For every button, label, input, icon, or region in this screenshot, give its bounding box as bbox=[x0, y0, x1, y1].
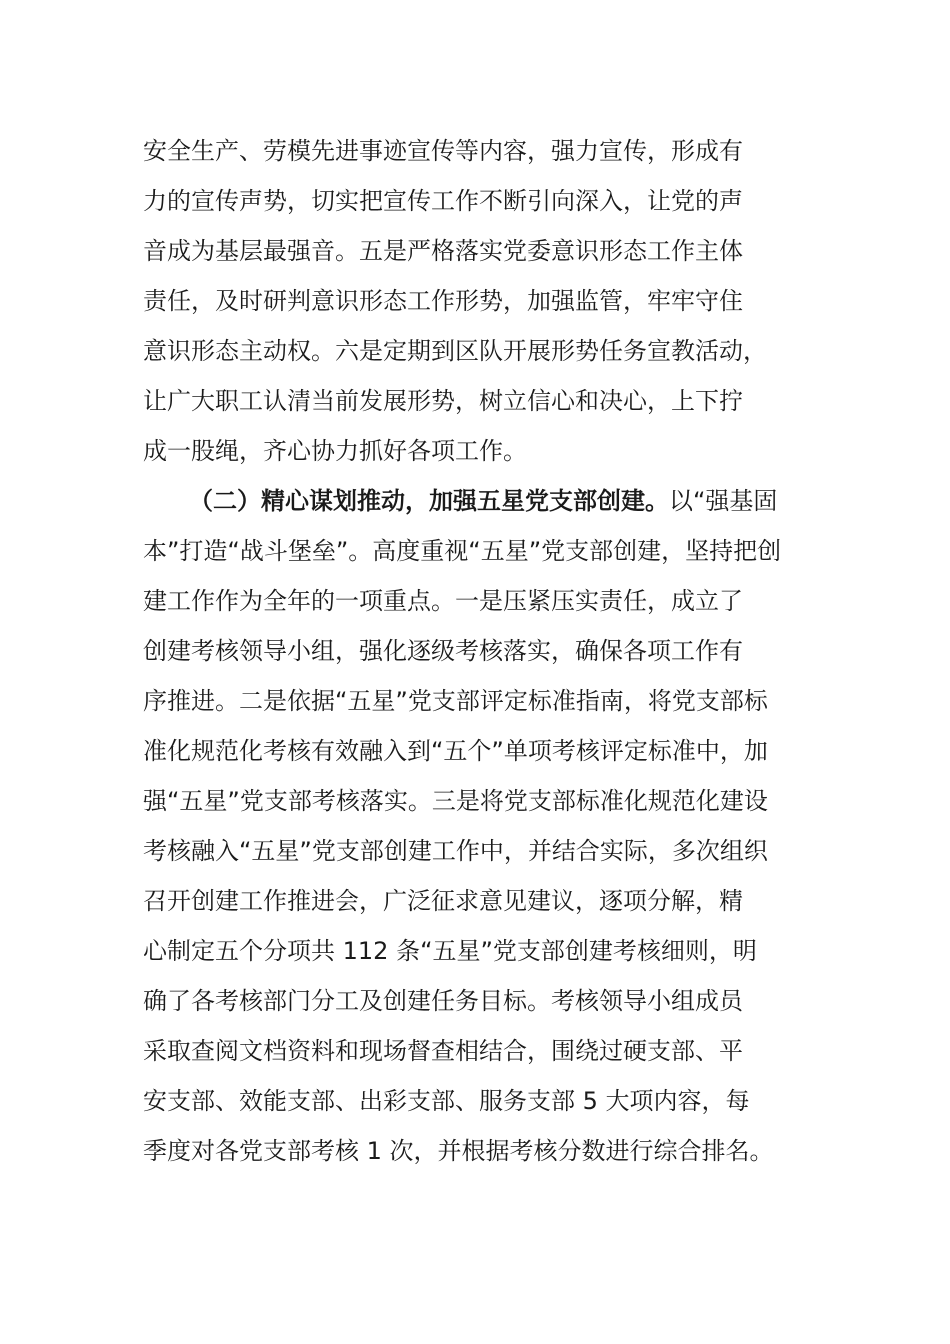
text-line: 成一股绳，齐心协力抓好各项工作。 bbox=[143, 437, 527, 465]
text-line: 安支部、效能支部、出彩支部、服务支部 5 大项内容，每 bbox=[143, 1087, 750, 1115]
paragraph-2-first-line bbox=[143, 476, 813, 526]
text-line: 强“五星”党支部考核落实。三是将党支部标准化规范化建设 bbox=[143, 787, 768, 815]
text-line: 心制定五个分项共 112 条“五星”党支部创建考核细则，明 bbox=[143, 937, 757, 965]
text-line: 季度对各党支部考核 1 次，并根据考核分数进行综合排名。 bbox=[143, 1137, 774, 1165]
text-line: 安全生产、劳模先进事迹宣传等内容，强力宣传，形成有 bbox=[143, 137, 743, 165]
text-line: 建工作作为全年的一项重点。一是压紧压实责任，成立了 bbox=[143, 587, 743, 615]
text-line: 创建考核领导小组，强化逐级考核落实，确保各项工作有 bbox=[143, 637, 743, 665]
text-line: 确了各考核部门分工及创建任务目标。考核领导小组成员 bbox=[143, 987, 743, 1015]
text-line: 意识形态主动权。六是定期到区队开展形势任务宣教活动， bbox=[143, 337, 767, 365]
text-line: 音成为基层最强音。五是严格落实党委意识形态工作主体 bbox=[143, 237, 743, 265]
text-line: 召开创建工作推进会，广泛征求意见建议，逐项分解，精 bbox=[143, 887, 743, 915]
heading-line-rest: 以“强基固 bbox=[669, 487, 778, 515]
section-heading: （二）精心谋划推动，加强五星党支部创建。 bbox=[189, 487, 669, 515]
document-body bbox=[143, 126, 813, 1176]
paragraph-1 bbox=[143, 126, 813, 476]
text-line: 序推进。二是依据“五星”党支部评定标准指南，将党支部标 bbox=[143, 687, 768, 715]
text-line: 力的宣传声势，切实把宣传工作不断引向深入，让党的声 bbox=[143, 187, 743, 215]
text-line: 考核融入“五星”党支部创建工作中，并结合实际，多次组织 bbox=[143, 837, 768, 865]
paragraph-2 bbox=[143, 476, 813, 1176]
text-line: 责任，及时研判意识形态工作形势，加强监管，牢牢守住 bbox=[143, 287, 743, 315]
text-line: 本”打造“战斗堡垒”。高度重视“五星”党支部创建，坚持把创 bbox=[143, 537, 782, 565]
text-line: 采取查阅文档资料和现场督查相结合，围绕过硬支部、平 bbox=[143, 1037, 743, 1065]
text-line: 准化规范化考核有效融入到“五个”单项考核评定标准中，加 bbox=[143, 737, 768, 765]
text-line: 让广大职工认清当前发展形势，树立信心和决心，上下拧 bbox=[143, 387, 743, 415]
